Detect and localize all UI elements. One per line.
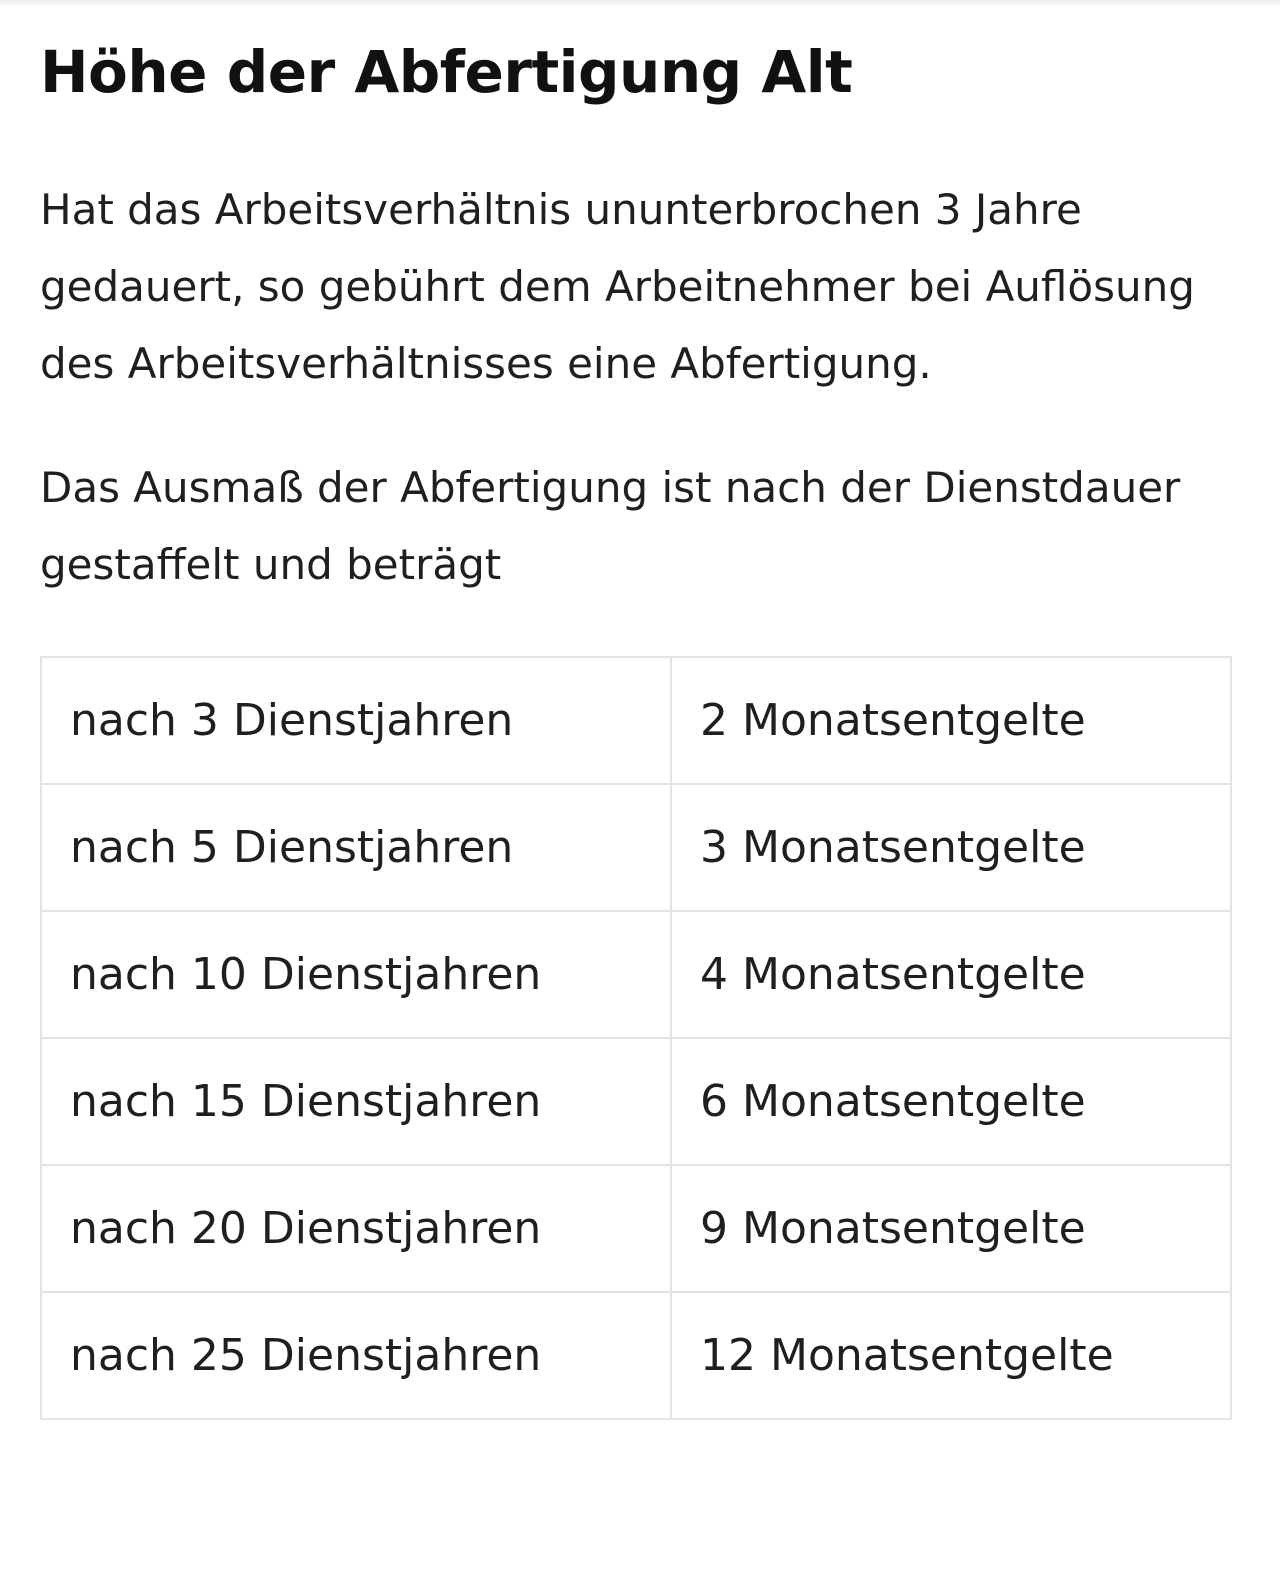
- severance-amount-cell: 4 Monatsentgelte: [671, 911, 1231, 1038]
- severance-table: [40, 656, 1232, 1420]
- severance-amount-cell: 2 Monatsentgelte: [671, 657, 1231, 784]
- table-row: [41, 1165, 1231, 1292]
- service-years-cell: nach 25 Dienstjahren: [41, 1292, 671, 1419]
- table-row: [41, 911, 1231, 1038]
- severance-amount-cell: 9 Monatsentgelte: [671, 1165, 1231, 1292]
- article-content: [40, 30, 1230, 1420]
- intro-paragraph: Hat das Arbeitsverhältnis ununterbrochen 3 Jahre gedauert, so gebührt dem Arbeitnehmer bei Auflösung des Arbeitsverhältnisses eine Abfertigung.: [40, 185, 1195, 388]
- service-years-cell: nach 20 Dienstjahren: [41, 1165, 671, 1292]
- table-row: [41, 1038, 1231, 1165]
- scale-paragraph: Das Ausmaß der Abfertigung ist nach der Dienstdauer gestaffelt und beträgt: [40, 463, 1181, 589]
- severance-amount-cell: 3 Monatsentgelte: [671, 784, 1231, 911]
- table-row: [41, 1292, 1231, 1419]
- table-row: [41, 784, 1231, 911]
- service-years-cell: nach 5 Dienstjahren: [41, 784, 671, 911]
- service-years-cell: nach 15 Dienstjahren: [41, 1038, 671, 1165]
- section-heading: Höhe der Abfertigung Alt: [40, 38, 853, 106]
- service-years-cell: nach 10 Dienstjahren: [41, 911, 671, 1038]
- service-years-cell: nach 3 Dienstjahren: [41, 657, 671, 784]
- table-row: [41, 657, 1231, 784]
- severance-amount-cell: 12 Monatsentgelte: [671, 1292, 1231, 1419]
- severance-amount-cell: 6 Monatsentgelte: [671, 1038, 1231, 1165]
- top-bar-shadow: [0, 0, 1280, 8]
